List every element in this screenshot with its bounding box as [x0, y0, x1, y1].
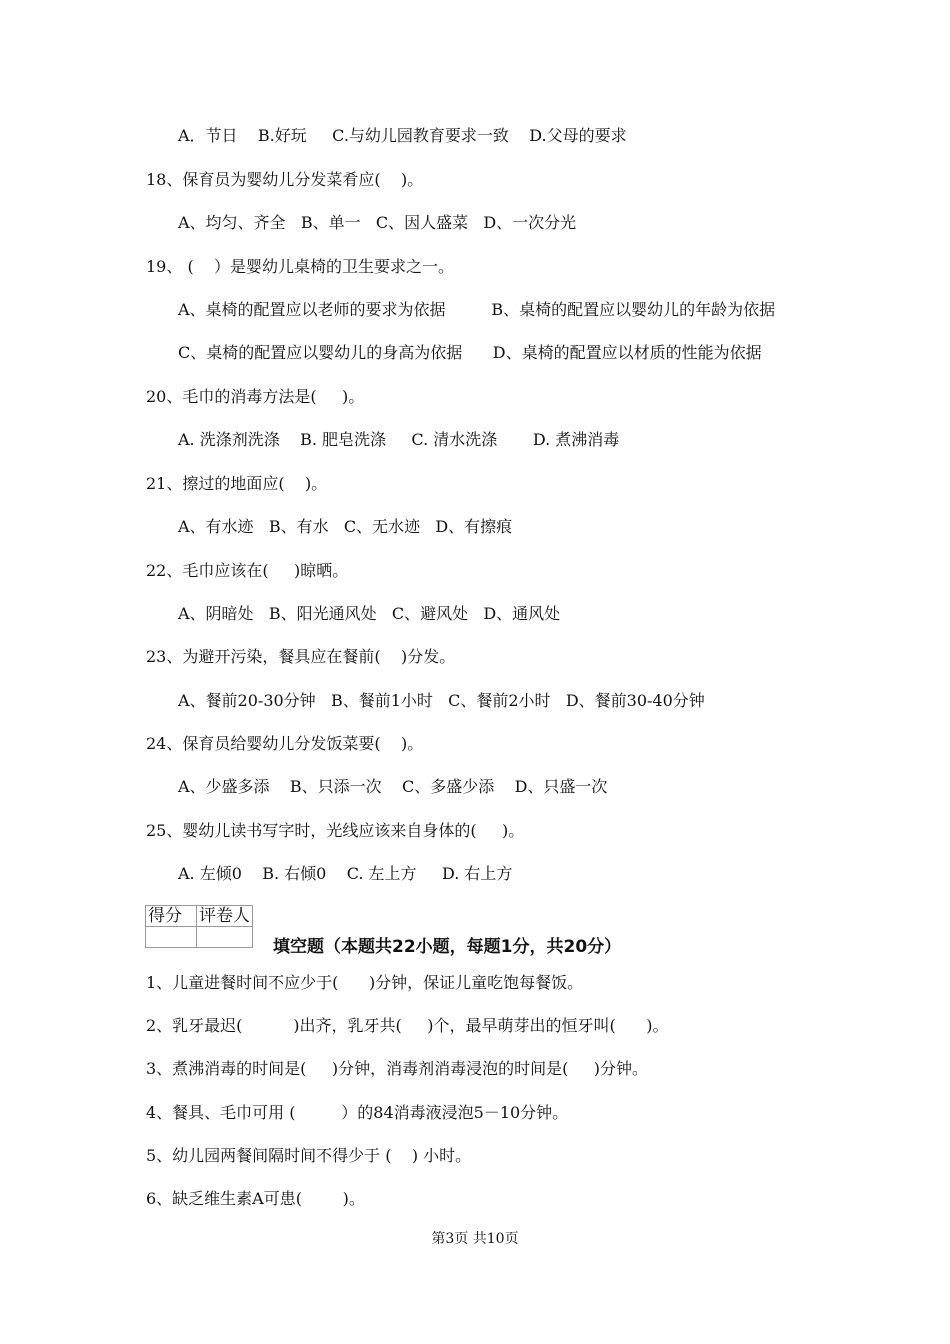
option-line: A、餐前20-30分钟 B、餐前1小时 C、餐前2小时 D、餐前30-40分钟 — [178, 691, 705, 710]
question-24: 24、保育员给婴幼儿分发饭菜要( )。 — [146, 734, 424, 753]
section-title: 填空题（本题共22小题，每题1分，共20分） — [273, 937, 622, 957]
fill-question-1: 1、儿童进餐时间不应少于( )分钟，保证儿童吃饱每餐饭。 — [146, 973, 584, 992]
score-cell[interactable] — [146, 927, 197, 948]
fill-question-2: 2、乳牙最迟( )出齐，乳牙共( )个，最早萌芽出的恒牙叫( )。 — [146, 1016, 669, 1035]
fill-question-3: 3、煮沸消毒的时间是( )分钟，消毒剂消毒浸泡的时间是( )分钟。 — [146, 1059, 649, 1078]
page-footer: 第3页 共10页 — [431, 1231, 519, 1247]
question-25: 25、婴幼儿读书写字时，光线应该来自身体的( )。 — [146, 821, 525, 840]
question-22: 22、毛巾应该在( )晾晒。 — [146, 561, 349, 580]
fill-question-6: 6、缺乏维生素A可患( )。 — [146, 1189, 365, 1208]
question-18: 18、保育员为婴幼儿分发菜肴应( )。 — [146, 170, 424, 189]
question-23: 23、为避开污染，餐具应在餐前( )分发。 — [146, 647, 456, 666]
option-line: C、桌椅的配置应以婴幼儿的身高为依据 D、桌椅的配置应以材质的性能为依据 — [178, 343, 762, 362]
option-line: A、有水迹 B、有水 C、无水迹 D、有擦痕 — [178, 517, 513, 536]
fill-question-5: 5、幼儿园两餐间隔时间不得少于 ( ) 小时。 — [146, 1146, 472, 1165]
score-box — [145, 905, 253, 948]
grader-cell[interactable] — [197, 927, 253, 948]
score-header: 得分 — [146, 906, 197, 927]
fill-question-4: 4、餐具、毛巾可用 ( ）的84消毒液浸泡5－10分钟。 — [146, 1103, 569, 1122]
option-line: A．节日 B.好玩 C.与幼儿园教育要求一致 D.父母的要求 — [178, 126, 627, 145]
option-line: A、阴暗处 B、阳光通风处 C、避风处 D、通风处 — [178, 604, 561, 623]
option-line: A、少盛多添 B、只添一次 C、多盛少添 D、只盛一次 — [178, 777, 608, 796]
question-21: 21、擦过的地面应( )。 — [146, 474, 328, 493]
question-19: 19、 ( ）是婴幼儿桌椅的卫生要求之一。 — [146, 257, 455, 276]
option-line: A. 左倾0 B. 右倾0 C. 左上方 D. 右上方 — [178, 864, 513, 883]
option-line: A、桌椅的配置应以老师的要求为依据 B、桌椅的配置应以婴幼儿的年龄为依据 — [178, 300, 776, 319]
question-20: 20、毛巾的消毒方法是( )。 — [146, 387, 365, 406]
option-line: A、均匀、齐全 B、单一 C、因人盛菜 D、一次分光 — [178, 213, 577, 232]
grader-header: 评卷人 — [197, 906, 253, 927]
option-line: A. 洗涤剂洗涤 B. 肥皂洗涤 C. 清水洗涤 D. 煮沸消毒 — [178, 430, 620, 449]
